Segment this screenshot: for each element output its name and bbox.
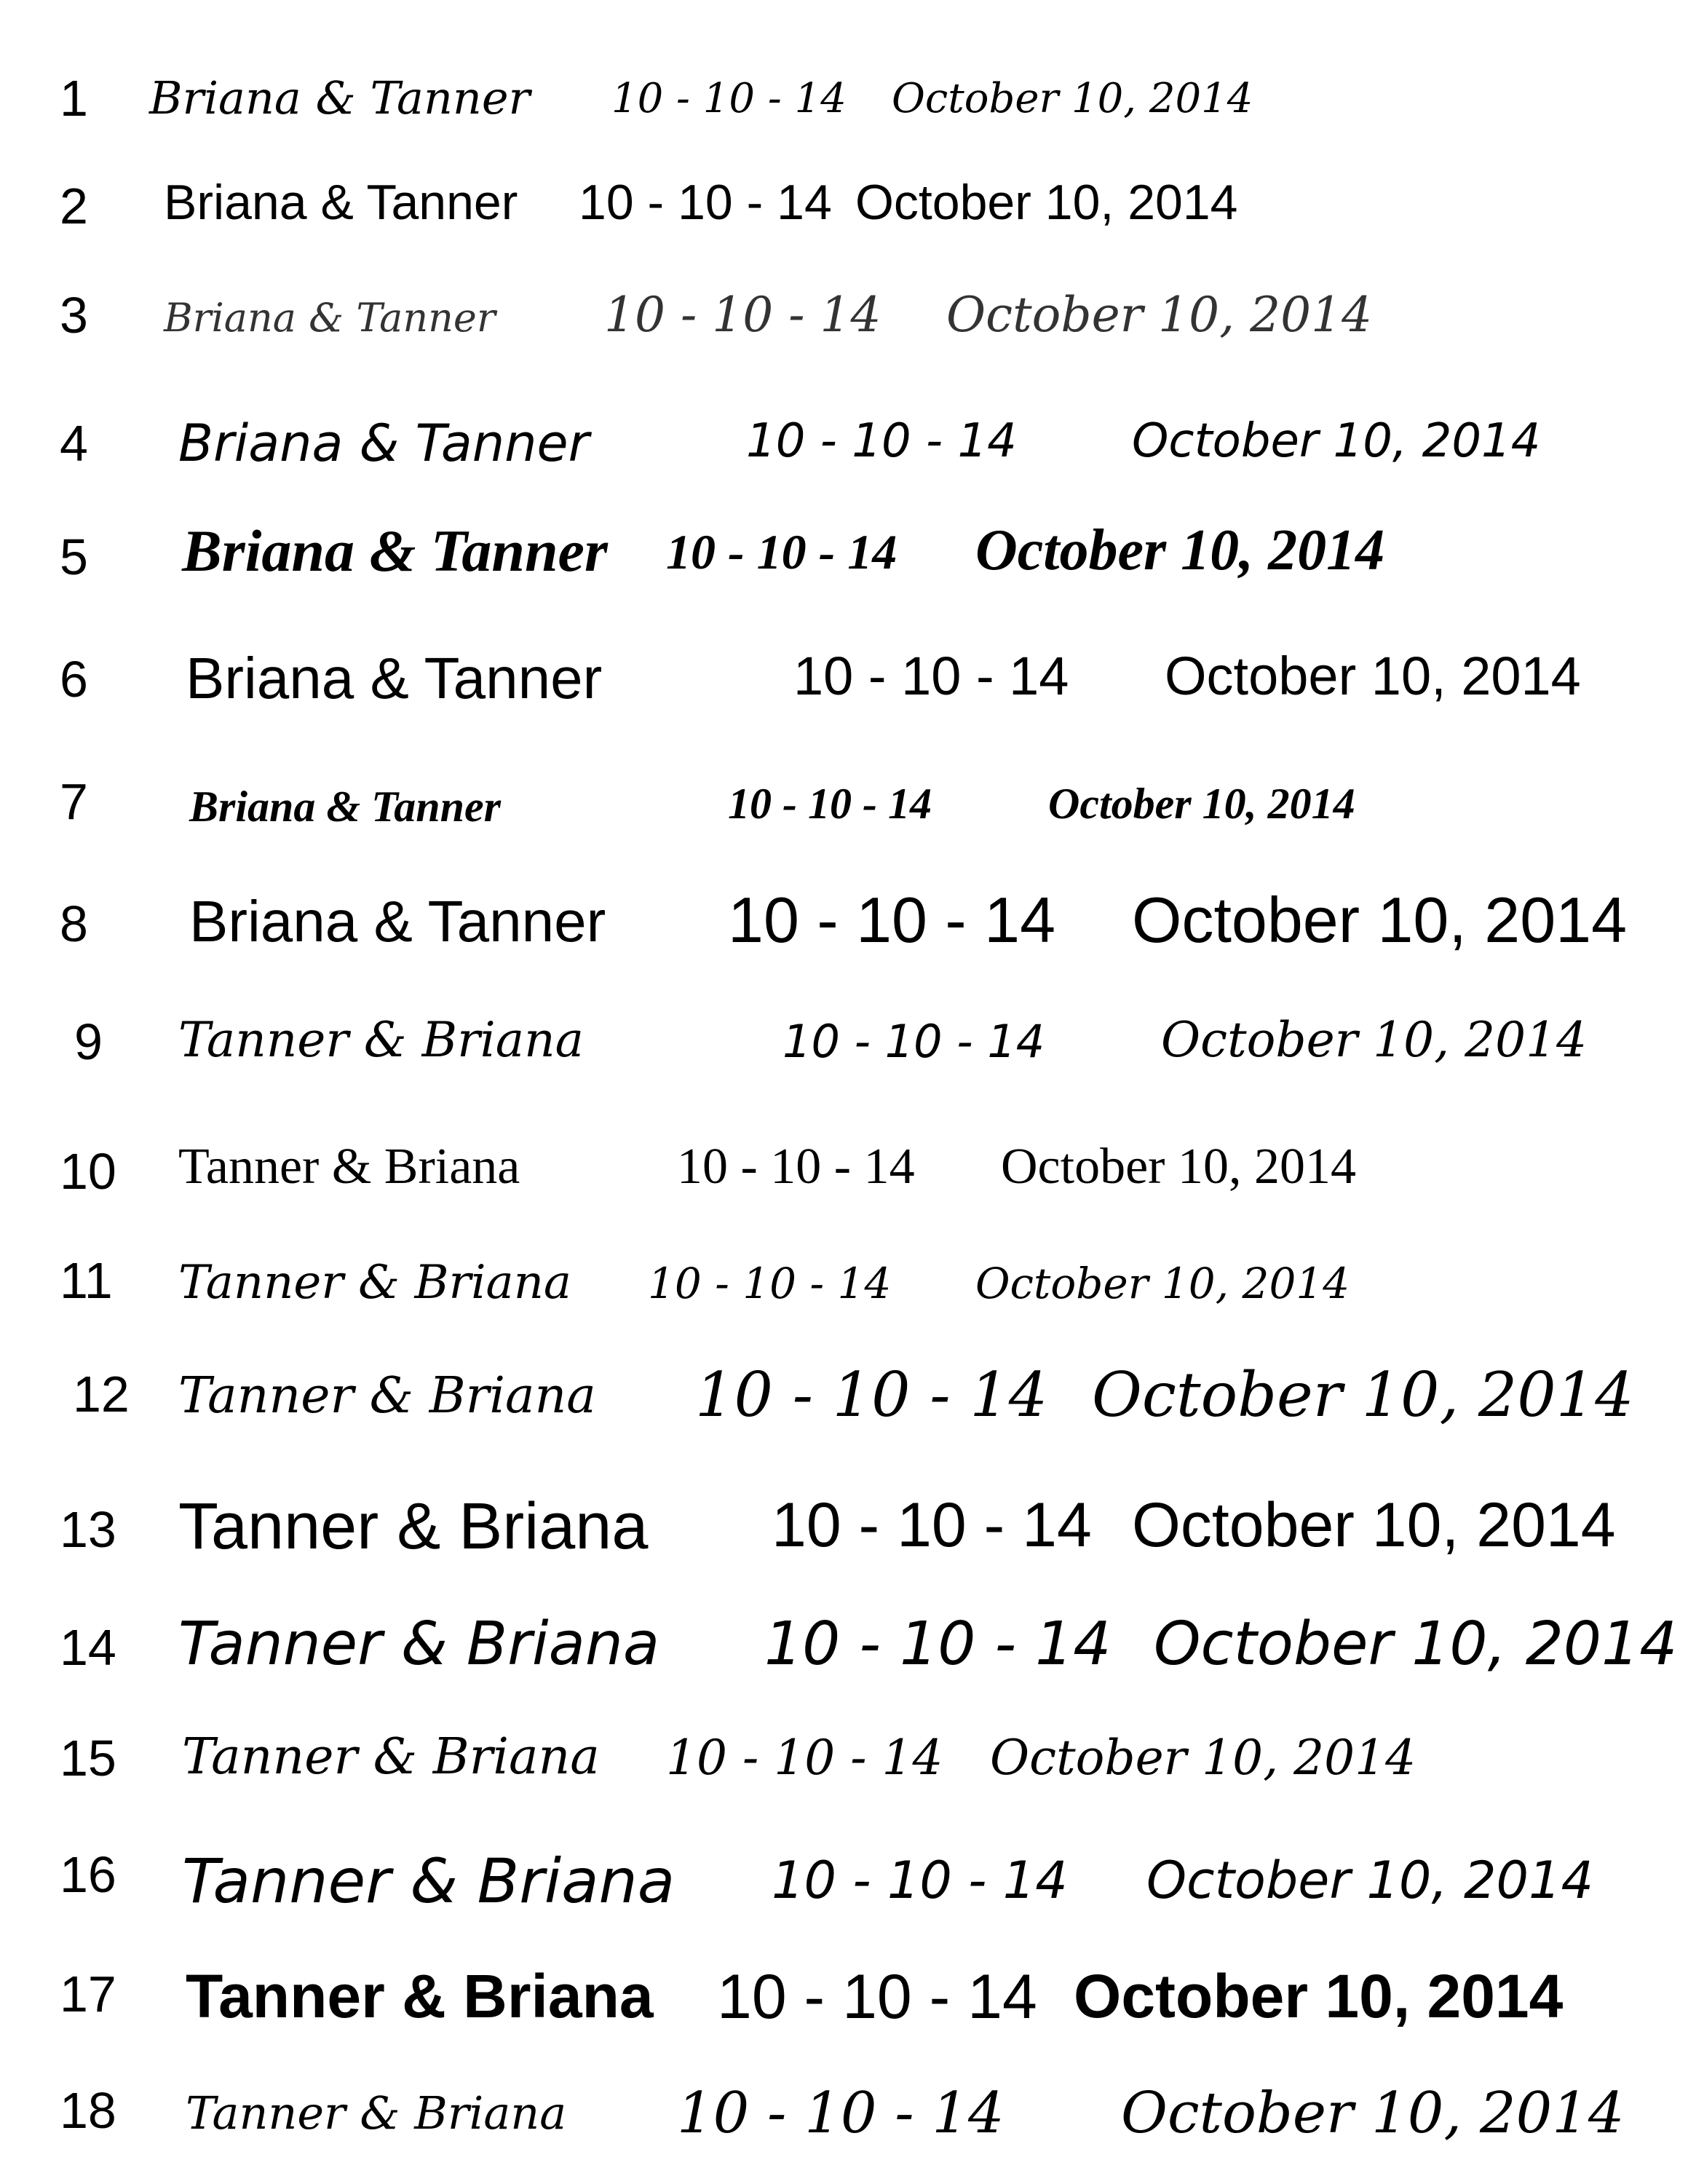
- row-number: 14: [60, 1619, 116, 1676]
- short-date-text: 10 - 10 - 14: [764, 1610, 1112, 1679]
- row-number: 12: [73, 1366, 130, 1423]
- names-text: Tanner & Briana: [186, 2086, 567, 2140]
- short-date-text: 10 - 10 - 14: [666, 1730, 943, 1786]
- long-date-text: October 10, 2014: [1146, 1851, 1594, 1910]
- short-date-text: 10 - 10 - 14: [793, 646, 1069, 706]
- names-text: Briana & Tanner: [178, 414, 590, 473]
- long-date-text: October 10, 2014: [1161, 1012, 1588, 1068]
- font-sample-row-15: [0, 1711, 1688, 1820]
- names-text: Tanner & Briana: [178, 1256, 572, 1310]
- row-number: 13: [60, 1501, 116, 1558]
- short-date-text: 10 - 10 - 14: [782, 1015, 1045, 1068]
- font-sample-row-13: [0, 1478, 1688, 1587]
- row-number: 8: [60, 895, 88, 952]
- names-text: Briana & Tanner: [164, 175, 518, 230]
- long-date-text: October 10, 2014: [1074, 1962, 1564, 2030]
- long-date-text: October 10, 2014: [1132, 414, 1541, 468]
- long-date-text: October 10, 2014: [1121, 2081, 1625, 2146]
- short-date-text: 10 - 10 - 14: [579, 175, 832, 230]
- short-date-text: 10 - 10 - 14: [695, 1359, 1048, 1431]
- long-date-text: October 10, 2014: [1132, 884, 1628, 956]
- row-number: 3: [60, 287, 88, 344]
- long-date-text: October 10, 2014: [855, 175, 1238, 230]
- row-number: 4: [60, 415, 88, 472]
- names-text: Tanner & Briana: [186, 1962, 654, 2030]
- font-sample-row-10: [0, 1121, 1688, 1230]
- short-date-text: 10 - 10 - 14: [746, 414, 1017, 468]
- row-number: 17: [60, 1966, 116, 2022]
- short-date-text: 10 - 10 - 14: [666, 524, 898, 579]
- font-sample-row-8: [0, 866, 1688, 976]
- names-text: Briana & Tanner: [164, 295, 496, 341]
- long-date-text: October 10, 2014: [1048, 780, 1355, 828]
- row-number: 9: [74, 1013, 103, 1070]
- font-sample-row-17: [0, 1951, 1688, 2060]
- long-date-text: October 10, 2014: [1092, 1359, 1634, 1431]
- names-text: Briana & Tanner: [186, 646, 603, 711]
- font-sample-row-16: [0, 1835, 1688, 1944]
- row-number: 2: [60, 178, 88, 234]
- names-text: Tanner & Briana: [178, 1490, 649, 1563]
- font-sample-row-18: [0, 2068, 1688, 2177]
- long-date-text: October 10, 2014: [975, 518, 1385, 582]
- font-sample-row-2: [0, 160, 1688, 269]
- long-date-text: October 10, 2014: [975, 1259, 1350, 1308]
- names-text: Tanner & Briana: [178, 1139, 520, 1195]
- font-sample-row-4: [0, 386, 1688, 495]
- long-date-text: October 10, 2014: [892, 75, 1253, 122]
- short-date-text: 10 - 10 - 14: [611, 75, 847, 122]
- row-number: 10: [60, 1143, 116, 1200]
- font-sample-row-5: [0, 502, 1688, 612]
- names-text: Tanner & Briana: [182, 1728, 600, 1786]
- long-date-text: October 10, 2014: [946, 287, 1373, 343]
- font-sample-row-11: [0, 1238, 1688, 1347]
- long-date-text: October 10, 2014: [1165, 646, 1581, 706]
- names-text: Tanner & Briana: [178, 1367, 596, 1425]
- long-date-text: October 10, 2014: [1132, 1490, 1616, 1560]
- font-sample-row-14: [0, 1594, 1688, 1704]
- names-text: Tanner & Briana: [178, 1610, 660, 1679]
- font-sample-row-9: [0, 997, 1688, 1107]
- long-date-text: October 10, 2014: [990, 1730, 1416, 1786]
- short-date-text: 10 - 10 - 14: [717, 1962, 1037, 2032]
- font-sample-row-12: [0, 1354, 1688, 1463]
- short-date-text: 10 - 10 - 14: [648, 1259, 892, 1308]
- short-date-text: 10 - 10 - 14: [772, 1851, 1068, 1910]
- row-number: 1: [60, 70, 88, 127]
- row-number: 6: [60, 651, 88, 708]
- row-number: 18: [60, 2082, 116, 2139]
- font-sample-row-6: [0, 626, 1688, 735]
- short-date-text: 10 - 10 - 14: [604, 287, 881, 343]
- row-number: 16: [60, 1846, 116, 1903]
- short-date-text: 10 - 10 - 14: [772, 1490, 1092, 1560]
- font-sample-row-1: [0, 51, 1688, 160]
- long-date-text: October 10, 2014: [1001, 1139, 1356, 1195]
- font-sample-row-3: [0, 269, 1688, 379]
- font-sample-row-7: [0, 750, 1688, 859]
- names-text: Briana & Tanner: [149, 71, 531, 124]
- short-date-text: 10 - 10 - 14: [677, 2081, 1005, 2146]
- names-text: Briana & Tanner: [189, 783, 501, 831]
- short-date-text: 10 - 10 - 14: [728, 884, 1056, 956]
- short-date-text: 10 - 10 - 14: [728, 780, 932, 828]
- row-number: 5: [60, 529, 88, 585]
- names-text: Briana & Tanner: [189, 889, 606, 954]
- long-date-text: October 10, 2014: [1154, 1610, 1678, 1679]
- row-number: 15: [60, 1730, 116, 1787]
- row-number: 7: [60, 773, 88, 830]
- names-text: Tanner & Briana: [182, 1845, 675, 1917]
- names-text: Briana & Tanner: [182, 518, 608, 584]
- row-number: 11: [60, 1252, 113, 1309]
- names-text: Tanner & Briana: [178, 1012, 584, 1068]
- short-date-text: 10 - 10 - 14: [677, 1139, 915, 1195]
